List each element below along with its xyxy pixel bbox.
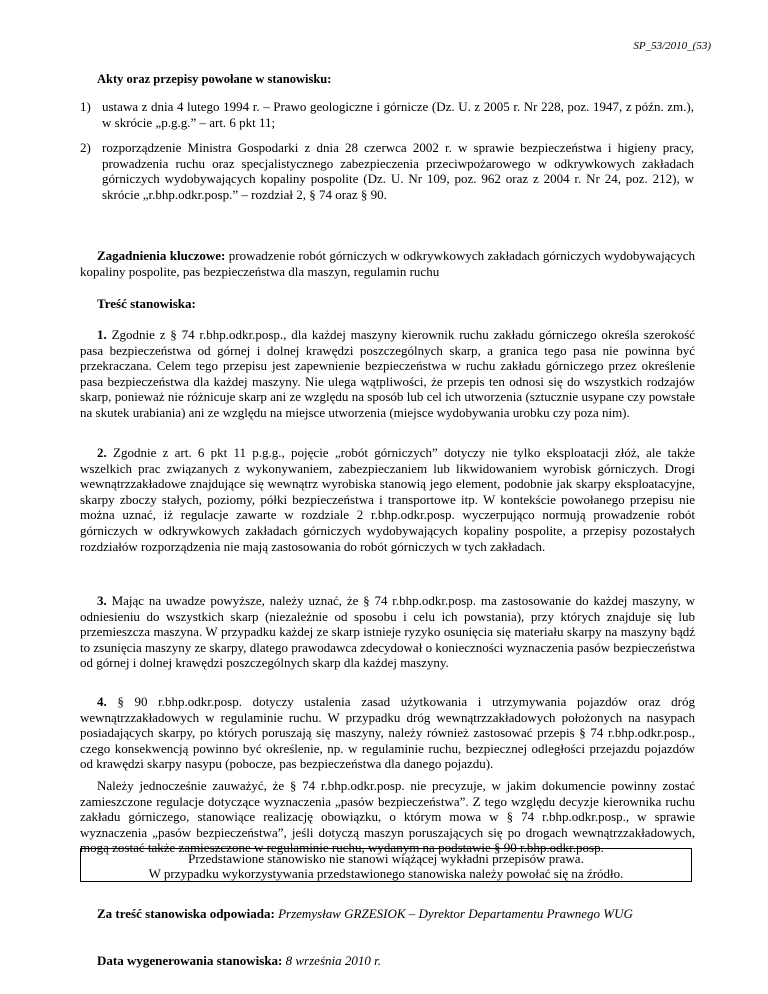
key-issues-text: prowadzenie robót górniczych w odkrywkowych zakładach górniczych wydobywających kopaliny pospolite, pas bezpieczeństwa dla maszyn, regulamin ruchu [80,248,695,279]
legal-acts-heading: Akty oraz przepisy powołane w stanowisku: [97,72,332,86]
list-item [80,140,694,202]
paragraph-text: Należy jednocześnie zauważyć, że § 74 r.bhp.odkr.posp. nie precyzuje, w jakim dokumencie powinny zostać zamieszczone regulacje dotyczące wyznaczenia „pasów bezpieczeństwa”. Z tego względu decyzje kierownika ruchu zakładu górniczego, stanowiące realizację obowiązku, o którym mowa w § 74 r.bhp.odkr.posp., w sprawie wyznaczenia „pasów bezpieczeństwa”, jeśli dotyczą maszyn poruszających się po drogach wewnątrzzakładowych, mogą zostać także zamieszczone w regulaminie ruchu, wydanym na podstawie § 90 r.bhp.odkr.posp. [80,778,695,856]
key-issues-label: Zagadnienia kluczowe: [97,248,226,263]
list-item-text: rozporządzenie Ministra Gospodarki z dnia 28 czerwca 2002 r. w sprawie bezpieczeństwa i higieny pracy, prowadzenia ruchu oraz specjalistycznego zabezpieczenia przeciwpożarowego w odkrywkowych zakładach górniczych wydobywających kopaliny pospolite (Dz. U. Nr 109, poz. 962 oraz z 2004 r. Nr 24, poz. 212), w skrócie „r.bhp.odkr.posp.” – rozdział 2, § 74 oraz § 90. [102,140,694,202]
paragraph-number: 1. [97,327,107,342]
content-paragraph-5 [80,778,695,856]
content-paragraph-2 [80,445,695,554]
generation-date-label: Data wygenerowania stanowiska: [97,953,283,968]
list-item-number: 2) [80,140,91,155]
key-issues [80,248,695,279]
paragraph-number: 3. [97,593,107,608]
legal-acts-list [80,99,694,212]
content-paragraph-4 [80,694,695,772]
paragraph-text: Zgodnie z art. 6 pkt 11 p.g.g., pojęcie „robót górniczych” dotyczy nie tylko eksploatacji złóż, ale także wszelkich prac związanych z wykonywaniem, zabezpieczaniem lub likwidowaniem wyrobisk górniczych. Drogi wewnątrzzakładowe znajdujące się wewnątrz wyrobiska stanowią jego element, podobnie jak skarpy eksploatacyjne, skarpy zboczy stałych, poziomy, półki bezpieczeństwa i transportowe itp. W kontekście powołanego przepisu nie można uznać, iż regulacje zawarte w rozdziale 2 r.bhp.odkr.posp. wyczerpująco normują prowadzenie robót górniczych w odkrywkowych zakładach górniczych wydobywających kopaliny pospolite, a przepisy pozostałych rozdziałów rozporządzenia nie mają zastosowania do robót górniczych w tych zakładach. [80,445,695,554]
responsible-value: Przemysław GRZESIOK – Dyrektor Departamentu Prawnego WUG [278,906,633,921]
paragraph-text: Zgodnie z § 74 r.bhp.odkr.posp., dla każdej maszyny kierownik ruchu zakładu górniczego określa szerokość pasa bezpieczeństwa od górnej i dolnej krawędzi poszczególnych skarp, a granica tego pasa nie powinna być przekraczana. Celem tego przepisu jest zapewnienie bezpieczeństwa w ruchu zakładu górniczego przez określenie pasa bezpieczeństwa dla każdej maszyny. Nie ulega wątpliwości, że przepis ten odnosi się do wszystkich rodzajów skarp, ponieważ nie różnicuje skarp ani ze względu na sposób lub cel ich utworzenia (sztucznie usypane czy powstałe na skutek urabiania) ani ze względu na miejsce utworzenia (miejsce wydobywania urobku czy poza nim). [80,327,696,420]
list-item-number: 1) [80,99,91,114]
responsible-person [97,906,633,922]
paragraph-number: 2. [97,445,107,460]
responsible-label: Za treść stanowiska odpowiada: [97,906,275,921]
content-paragraph-3 [80,593,695,671]
content-paragraph-1 [80,327,695,421]
disclaimer-line-2: W przypadku wykorzystywania przedstawionego stanowiska należy powołać się na źródło. [148,866,624,881]
list-item [80,99,694,130]
paragraph-text: § 90 r.bhp.odkr.posp. dotyczy ustalenia zasad użytkowania i utrzymywania pojazdów oraz dróg wewnątrzzakładowych w regulaminie ruchu. W przypadku dróg wewnątrzzakładowych położonych na nasypach posiadających skarpy, po których poruszają się maszyny, należy również zastosować przepis § 74 r.bhp.odkr.posp., czego konsekwencją powinno być określenie, np. w regulaminie ruchu, bezpiecznej odległości przejazdu pojazdów od krawędzi skarpy nasypu (pobocze, pas bezpieczeństwa dla danego pojazdu). [80,694,695,772]
disclaimer-line-1: Przedstawione stanowisko nie stanowi wiążącej wykładni przepisów prawa. [188,851,584,866]
generation-date-value: 8 września 2010 r. [285,953,381,968]
generation-date [97,953,381,969]
paragraph-number: 4. [97,694,107,709]
paragraph-text: Mając na uwadze powyższe, należy uznać, że § 74 r.bhp.odkr.posp. ma zastosowanie do każdej maszyny, w odniesieniu do wszystkich skarp (niezależnie od sposobu i celu ich powstania), przy których znajduje się lub przemieszcza maszyna. W przypadku każdej ze skarp istnieje ryzyko osunięcia się materiału skarpy na maszyny bądź to zsunięcia maszyny ze skarpy, dlatego prawodawca zdecydował o konieczności wyznaczenia pasów bezpieczeństwa od górnej i dolnej krawędzi poszczególnych skarp dla każdej maszyny. [80,593,695,671]
list-item-text: ustawa z dnia 4 lutego 1994 r. – Prawo geologiczne i górnicze (Dz. U. z 2005 r. Nr 228, poz. 1947, z późn. zm.), w skrócie „p.g.g.” – art. 6 pkt 11; [102,99,694,130]
content-heading: Treść stanowiska: [97,296,196,311]
document-code: SP_53/2010_(53) [633,40,711,52]
disclaimer-box [80,848,692,882]
